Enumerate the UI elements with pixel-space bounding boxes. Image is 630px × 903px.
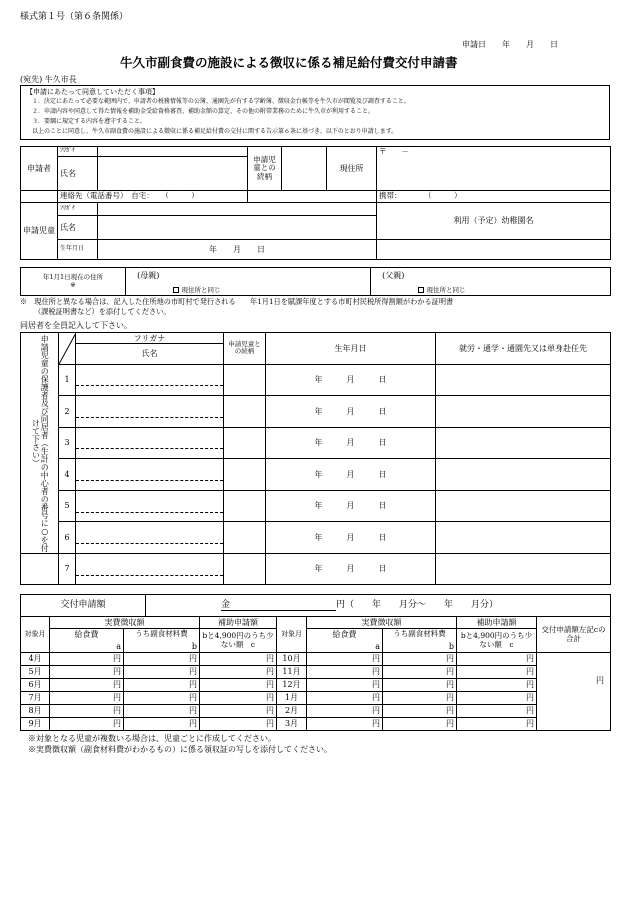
household-name-field[interactable] bbox=[76, 427, 224, 459]
kin-label: 金 bbox=[221, 600, 336, 611]
inner-sub: b bbox=[124, 641, 200, 653]
child-name-field[interactable] bbox=[98, 216, 377, 240]
consent-item: １．決定にあたって必要な範囲内で、申請者の税務情報等の公簿、通園先が有する学齢簿、徴収金台帳等を牛久市が閲覧及び調査すること。 bbox=[32, 98, 410, 105]
consent-item: 以上のことに同意し、牛久市副食費の施設による徴収に係る補足給付費の交付に関する告示第６条に基づき、以下のとおり申請します。 bbox=[32, 128, 398, 135]
household-side-label bbox=[21, 333, 59, 554]
applicant-furigana-field[interactable] bbox=[98, 147, 248, 157]
household-relation-field[interactable] bbox=[224, 459, 266, 491]
home-phone-field[interactable]: 自宅： （ ） bbox=[131, 191, 199, 201]
mother-same-label: 現住所と同じ bbox=[181, 285, 221, 294]
household-occupation-field[interactable] bbox=[436, 554, 611, 585]
aid-field[interactable]: 円 bbox=[457, 692, 537, 705]
household-side-text: 申請児童の保護者及び同居者（生計の中心者の番号に○を付けて下さい） bbox=[31, 334, 50, 552]
household-occupation-field[interactable] bbox=[436, 459, 611, 491]
month-label: 1月 bbox=[277, 692, 307, 705]
meal-field[interactable]: 円 bbox=[50, 679, 124, 692]
contact-label bbox=[58, 191, 248, 203]
amount-period-label: 円（ 年 月分～ 年 月分） bbox=[336, 599, 499, 610]
actual-header-left: 実費徴収額 bbox=[50, 617, 200, 629]
postal-mark: 〒 － bbox=[379, 147, 409, 156]
father-same-label: 現住所と同じ bbox=[426, 285, 466, 294]
checkbox-icon[interactable] bbox=[418, 287, 424, 293]
father-same-checkbox[interactable] bbox=[416, 268, 611, 296]
household-birth-field[interactable]: 年 月 日 bbox=[266, 396, 436, 428]
meal-field[interactable]: 円 bbox=[50, 718, 124, 731]
household-occupation-field[interactable] bbox=[436, 364, 611, 396]
inner-field[interactable]: 円 bbox=[383, 653, 457, 666]
actual-header-right: 実費徴収額 bbox=[307, 617, 457, 629]
household-name-field[interactable] bbox=[76, 554, 224, 585]
month-label: 6月 bbox=[21, 679, 50, 692]
household-relation-field[interactable] bbox=[224, 364, 266, 396]
amount-label: 交付申請額 bbox=[21, 595, 146, 617]
household-row-number: 4 bbox=[59, 459, 76, 491]
consent-heading: 【申請にあたって同意していただく事項】 bbox=[26, 88, 159, 96]
meal-field[interactable]: 円 bbox=[307, 653, 383, 666]
household-birth-field[interactable]: 年 月 日 bbox=[266, 522, 436, 554]
meal-field[interactable]: 円 bbox=[50, 692, 124, 705]
household-relation-field[interactable] bbox=[224, 396, 266, 428]
household-birth-field[interactable]: 年 月 日 bbox=[266, 364, 436, 396]
meal-sub: a bbox=[307, 641, 383, 653]
footer-note: ※対象となる児童が複数いる場合は、児童ごとに作成してください。 bbox=[28, 734, 276, 743]
meal-header: 給食費 bbox=[50, 629, 124, 641]
mobile-phone-field[interactable]: 携帯： （ ） bbox=[377, 191, 611, 203]
child-furigana-label: ﾌﾘｶﾞﾅ bbox=[58, 203, 98, 216]
household-row-number: 1 bbox=[59, 364, 76, 396]
aid-field[interactable]: 円 bbox=[200, 679, 277, 692]
inner-field[interactable]: 円 bbox=[383, 679, 457, 692]
father-label: (父親) bbox=[371, 268, 416, 296]
diagonal-cell bbox=[59, 333, 76, 365]
meal-field[interactable]: 円 bbox=[307, 718, 383, 731]
meal-field[interactable]: 円 bbox=[50, 653, 124, 666]
household-row-number: 5 bbox=[59, 490, 76, 522]
month-label: 2月 bbox=[277, 705, 307, 718]
household-name-field[interactable] bbox=[76, 396, 224, 428]
household-relation-field[interactable] bbox=[224, 427, 266, 459]
household-occupation-field[interactable] bbox=[436, 427, 611, 459]
jan-address-label-text: 年1月1日現在の住所 bbox=[42, 273, 104, 282]
child-furigana-field[interactable] bbox=[98, 203, 377, 216]
household-occupation-field[interactable] bbox=[436, 490, 611, 522]
aid-field[interactable]: 円 bbox=[457, 679, 537, 692]
meal-field[interactable]: 円 bbox=[50, 666, 124, 679]
household-name-field[interactable] bbox=[76, 459, 224, 491]
household-name-field[interactable] bbox=[76, 490, 224, 522]
aid-header-right: 補助申請額 bbox=[457, 617, 537, 629]
household-row-number: 6 bbox=[59, 522, 76, 554]
aid-field[interactable]: 円 bbox=[200, 718, 277, 731]
child-birth-field[interactable]: 年 月 日 bbox=[98, 240, 377, 260]
note-certificate-cont: （課税証明書など）を添付してください。 bbox=[34, 307, 171, 316]
household-relation-field[interactable] bbox=[224, 490, 266, 522]
date-line: 申請日 年 月 日 bbox=[462, 40, 558, 49]
household-name-field[interactable] bbox=[76, 364, 224, 396]
applicant-address-label: 現住所 bbox=[327, 147, 377, 191]
contact-label-text: 連絡先（電話番号） bbox=[60, 191, 124, 201]
meal-field[interactable]: 円 bbox=[307, 705, 383, 718]
household-occupation-field[interactable] bbox=[436, 396, 611, 428]
kindergarten-label: 利用（予定）幼稚園名 bbox=[377, 203, 611, 240]
aid-field[interactable]: 円 bbox=[457, 718, 537, 731]
inner-header: うち副食材料費 bbox=[383, 629, 457, 641]
applicant-name-field[interactable] bbox=[98, 157, 248, 191]
household-relation-field[interactable] bbox=[224, 554, 266, 585]
addressee: (宛先) 牛久市長 bbox=[20, 75, 77, 84]
mother-label: (母親) bbox=[126, 268, 171, 296]
inner-field[interactable]: 円 bbox=[383, 692, 457, 705]
applicant-label: 申請者 bbox=[21, 147, 58, 191]
monthly-table bbox=[20, 616, 611, 731]
jan-address-table bbox=[20, 267, 611, 296]
aid-field[interactable]: 円 bbox=[457, 653, 537, 666]
checkbox-icon[interactable] bbox=[173, 287, 179, 293]
inner-field[interactable]: 円 bbox=[124, 718, 200, 731]
applicant-relation-field[interactable] bbox=[282, 147, 327, 191]
aid-field[interactable]: 円 bbox=[200, 705, 277, 718]
form-number: 様式第１号（第６条関係） bbox=[20, 12, 129, 22]
household-row-number: 2 bbox=[59, 396, 76, 428]
household-occupation-header: 就労・通学・通園先又は単身赴任先 bbox=[436, 333, 611, 365]
aid-header-left: 補助申請額 bbox=[200, 617, 277, 629]
month-label: 7月 bbox=[21, 692, 50, 705]
household-birth-field[interactable]: 年 月 日 bbox=[266, 459, 436, 491]
consent-item: ２．申請内容や同意して得た情報を補助金受給資格審査、補助金額の算定、その他の附帯業務のために牛久市が利用すること。 bbox=[32, 108, 375, 115]
child-label: 申請児童 bbox=[21, 203, 58, 260]
household-table bbox=[20, 332, 611, 585]
consent-item: ３．要綱に規定する内容を遵守すること。 bbox=[32, 118, 147, 125]
amount-value-field[interactable] bbox=[146, 595, 611, 617]
aid-field[interactable]: 円 bbox=[457, 705, 537, 718]
month-label: 11月 bbox=[277, 666, 307, 679]
month-header-left: 対象月 bbox=[21, 617, 50, 653]
month-label: 9月 bbox=[21, 718, 50, 731]
inner-field[interactable]: 円 bbox=[124, 692, 200, 705]
applicant-furigana-label: ﾌﾘｶﾞﾅ bbox=[58, 147, 98, 157]
household-occupation-field[interactable] bbox=[436, 522, 611, 554]
kindergarten-field[interactable] bbox=[377, 240, 611, 260]
aid-field[interactable]: 円 bbox=[200, 692, 277, 705]
child-name-label: 氏名 bbox=[58, 216, 98, 240]
inner-field[interactable]: 円 bbox=[124, 705, 200, 718]
aid-field[interactable]: 円 bbox=[457, 666, 537, 679]
aid-text: bと4,900円のうち少ない額 c bbox=[200, 629, 277, 653]
total-field[interactable]: 円 bbox=[537, 666, 611, 731]
inner-field[interactable]: 円 bbox=[383, 705, 457, 718]
household-row-number: 3 bbox=[59, 427, 76, 459]
household-intro: 同居者を全員記入して下さい。 bbox=[20, 321, 132, 330]
aid-field[interactable]: 円 bbox=[200, 653, 277, 666]
applicant-table bbox=[20, 146, 611, 260]
inner-sub: b bbox=[383, 641, 457, 653]
month-label: 4月 bbox=[21, 653, 50, 666]
household-relation-header: 申請児童との続柄 bbox=[224, 333, 266, 365]
inner-field[interactable]: 円 bbox=[124, 653, 200, 666]
note-certificate: ※ 現住所と異なる場合は、記入した住所地の市町村で発行される 年1月1日を賦課年度とする市町村民税所得割額がわかる証明書 bbox=[20, 297, 454, 306]
inner-field[interactable]: 円 bbox=[383, 666, 457, 679]
household-relation-field[interactable] bbox=[224, 522, 266, 554]
household-furigana-header: フリガナ bbox=[76, 333, 224, 344]
inner-header: うち副食材料費 bbox=[124, 629, 200, 641]
applicant-relation-label: 申請児童との続柄 bbox=[248, 147, 282, 191]
amount-header-table bbox=[20, 594, 611, 617]
meal-header: 給食費 bbox=[307, 629, 383, 641]
meal-field[interactable]: 円 bbox=[307, 679, 383, 692]
child-birth-label: 生年月日 bbox=[58, 240, 98, 260]
inner-field[interactable]: 円 bbox=[124, 666, 200, 679]
household-birth-field[interactable]: 年 月 日 bbox=[266, 490, 436, 522]
household-row-number: 7 bbox=[59, 554, 76, 585]
meal-field[interactable]: 円 bbox=[307, 692, 383, 705]
meal-field[interactable]: 円 bbox=[307, 666, 383, 679]
total-header: 交付申請額左記cの合計 bbox=[537, 617, 611, 653]
aid-text: bと4,900円のうち少ない額 c bbox=[457, 629, 537, 653]
month-label: 12月 bbox=[277, 679, 307, 692]
inner-field[interactable]: 円 bbox=[383, 718, 457, 731]
household-name-header: 氏名 bbox=[76, 344, 224, 364]
household-birth-header: 生年月日 bbox=[266, 333, 436, 365]
jan-address-label bbox=[21, 268, 126, 296]
mother-same-checkbox[interactable] bbox=[171, 268, 371, 296]
aid-field[interactable]: 円 bbox=[200, 666, 277, 679]
month-label: 8月 bbox=[21, 705, 50, 718]
month-header-right: 対象月 bbox=[277, 617, 307, 653]
consent-box bbox=[20, 85, 610, 140]
footer-note: ※実費徴収額（副食材料費がわかるもの）に係る領収証の写しを添付してください。 bbox=[28, 745, 332, 754]
jan-address-mark: ※ bbox=[70, 280, 76, 289]
meal-field[interactable]: 円 bbox=[50, 705, 124, 718]
applicant-address-field[interactable] bbox=[377, 147, 611, 191]
applicant-name-label: 氏名 bbox=[58, 157, 98, 191]
household-name-field[interactable] bbox=[76, 522, 224, 554]
inner-field[interactable]: 円 bbox=[124, 679, 200, 692]
month-label: 3月 bbox=[277, 718, 307, 731]
page-title: 牛久市副食費の施設による徴収に係る補足給付費交付申請書 bbox=[120, 55, 458, 70]
month-label: 10月 bbox=[277, 653, 307, 666]
meal-sub: a bbox=[50, 641, 124, 653]
month-label: 5月 bbox=[21, 666, 50, 679]
household-birth-field[interactable]: 年 月 日 bbox=[266, 554, 436, 585]
household-birth-field[interactable]: 年 月 日 bbox=[266, 427, 436, 459]
